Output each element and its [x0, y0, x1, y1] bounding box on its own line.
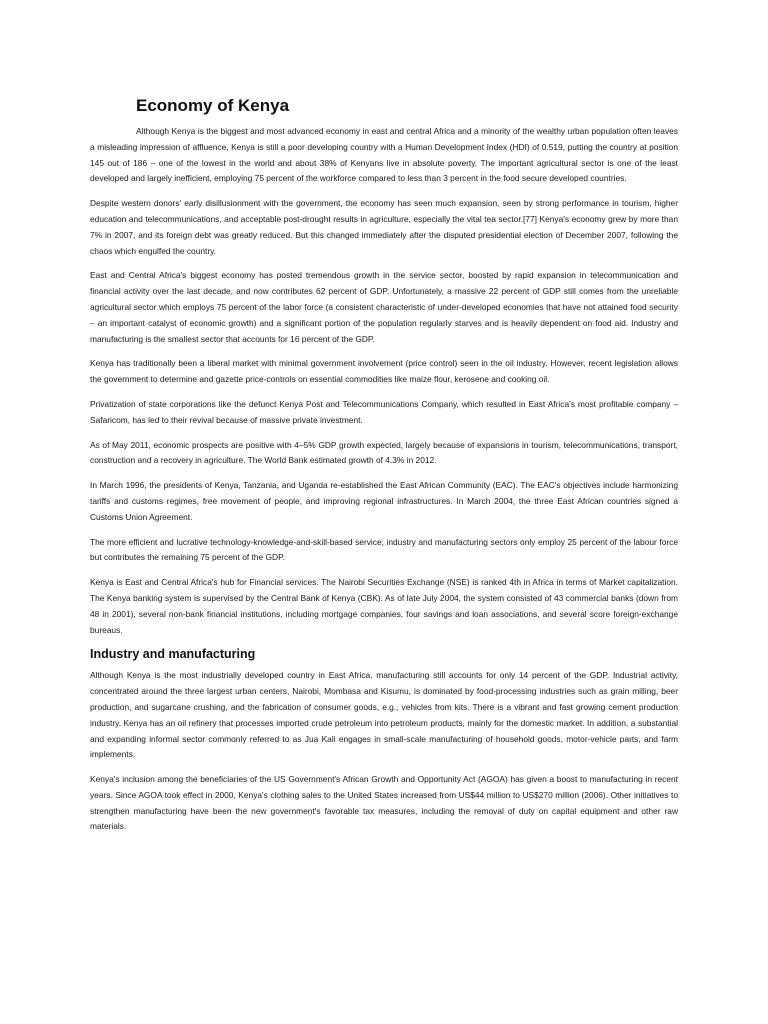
paragraph-eac: In March 1996, the presidents of Kenya, Tanzania, and Uganda re-established the East African Community (EAC). The EAC's objectives include harmonizing tariffs and customs regimes, free movement of people, and improving regional infrastructures. In March 2004, the three East African countries signed a Customs Union Agreement. — [90, 480, 678, 522]
paragraph-agoa: Kenya's inclusion among the beneficiaries of the US Government's African Growth and Opportunity Act (AGOA) has given a boost to manufacturing in recent years. Since AGOA took effect in 2000, Kenya's clothing sales to the United States increased from US$44 million to US$270 million (2006). Other initiatives to strengthen manufacturing have been the new government's favorable tax measures, including the removal of duty on capital equipment and other raw materials. — [90, 774, 678, 832]
paragraph-prospects: As of May 2011, economic prospects are positive with 4–5% GDP growth expected, largely because of expansions in tourism, telecommunications, transport, construction and a recovery in agriculture. The World Bank estimated growth of 4.3% in 2012. — [90, 439, 678, 466]
paragraph-financial-services: Kenya is East and Central Africa's hub for Financial services. The Nairobi Securities Exchange (NSE) is ranked 4th in Africa in terms of Market capitalization. The Kenya banking system is supervised by the Central Bank of Kenya (CBK). As of late July 2004, the system consisted of 43 commercial banks (down from 48 in 2001), several non-bank financial institutions, including mortgage companies, four savings and loan associations, and several score foreign-exchange bureaus. — [90, 577, 678, 635]
paragraph-growth: Despite western donors' early disillusionment with the government, the economy has seen much expansion, seen by strong performance in tourism, higher education and telecommunications, and acceptable post-drought results in agriculture, especially the vital tea sector.[77] Kenya's economy grew by more than 7% in 2007, and its foreign debt was greatly reduced. But this changed immediately after the disputed presidential election of December 2007, following the chaos which engulfed the country. — [90, 198, 678, 256]
paragraph-privatization: Privatization of state corporations like the defunct Kenya Post and Telecommunications Company, which resulted in East Africa's most profitable company – Safaricom, has led to their revival because of massive private investment. — [90, 398, 678, 425]
paragraph-service-sector: East and Central Africa's biggest economy has posted tremendous growth in the service sector, boosted by rapid expansion in telecommunication and financial activity over the last decade, and now contributes 62 percent of GDP. Unfortunately, a massive 22 percent of GDP still comes from the unreliable agricultural sector which employs 75 percent of the labor force (a consistent characteristic of under-developed economies that have not attained food security – an important catalyst of economic growth) and a significant portion of the population regularly starves and is heavily dependent on food aid. Industry and manufacturing is the smallest sector that accounts for 16 percent of the GDP. — [90, 270, 678, 344]
paragraph-technology: The more efficient and lucrative technology-knowledge-and-skill-based service; industry and manufacturing sectors only employ 25 percent of the labour force but contributes the remaining 75 percent of the GDP. — [90, 536, 678, 563]
paragraph-intro: Although Kenya is the biggest and most advanced economy in east and central Africa and a minority of the wealthy urban population often leaves a misleading impression of affluence, Kenya is still a poor developing country with a Human Development Index (HDI) of 0.519, putting the country at position 145 out of 186 – one of the lowest in the world and about 38% of Kenyans live in absolute poverty. The important agricultural sector is one of the least developed and largely inefficient, employing 75 percent of the workforce compared to less than 3 percent in the food secure developed countries. — [90, 126, 678, 184]
paragraph-liberal-market: Kenya has traditionally been a liberal market with minimal government involvement (price control) seen in the oil industry. However, recent legislation allows the government to determine and gazette price-controls on essential commodities like maize flour, kerosene and cooking oil. — [90, 358, 678, 385]
paragraph-industry: Although Kenya is the most industrially developed country in East Africa, manufacturing still accounts for only 14 percent of the GDP. Industrial activity, concentrated around the three largest urban centers, Nairobi, Mombasa and Kisumu, is dominated by food-processing industries such as grain milling, beer production, and sugarcane crushing, and the fabrication of consumer goods, e.g., vehicles from kits. There is a vibrant and fast growing cement production industry. Kenya has an oil refinery that processes imported crude petroleum into petroleum products, mainly for the domestic market. In addition, a substantial and expanding informal sector commonly referred to as Jua Kali engages in small-scale manufacturing of household goods, motor-vehicle parts, and farm implements. — [90, 670, 678, 760]
document-title: Economy of Kenya — [136, 96, 290, 115]
section-heading-industry: Industry and manufacturing — [90, 647, 256, 662]
document-page — [90, 96, 678, 844]
